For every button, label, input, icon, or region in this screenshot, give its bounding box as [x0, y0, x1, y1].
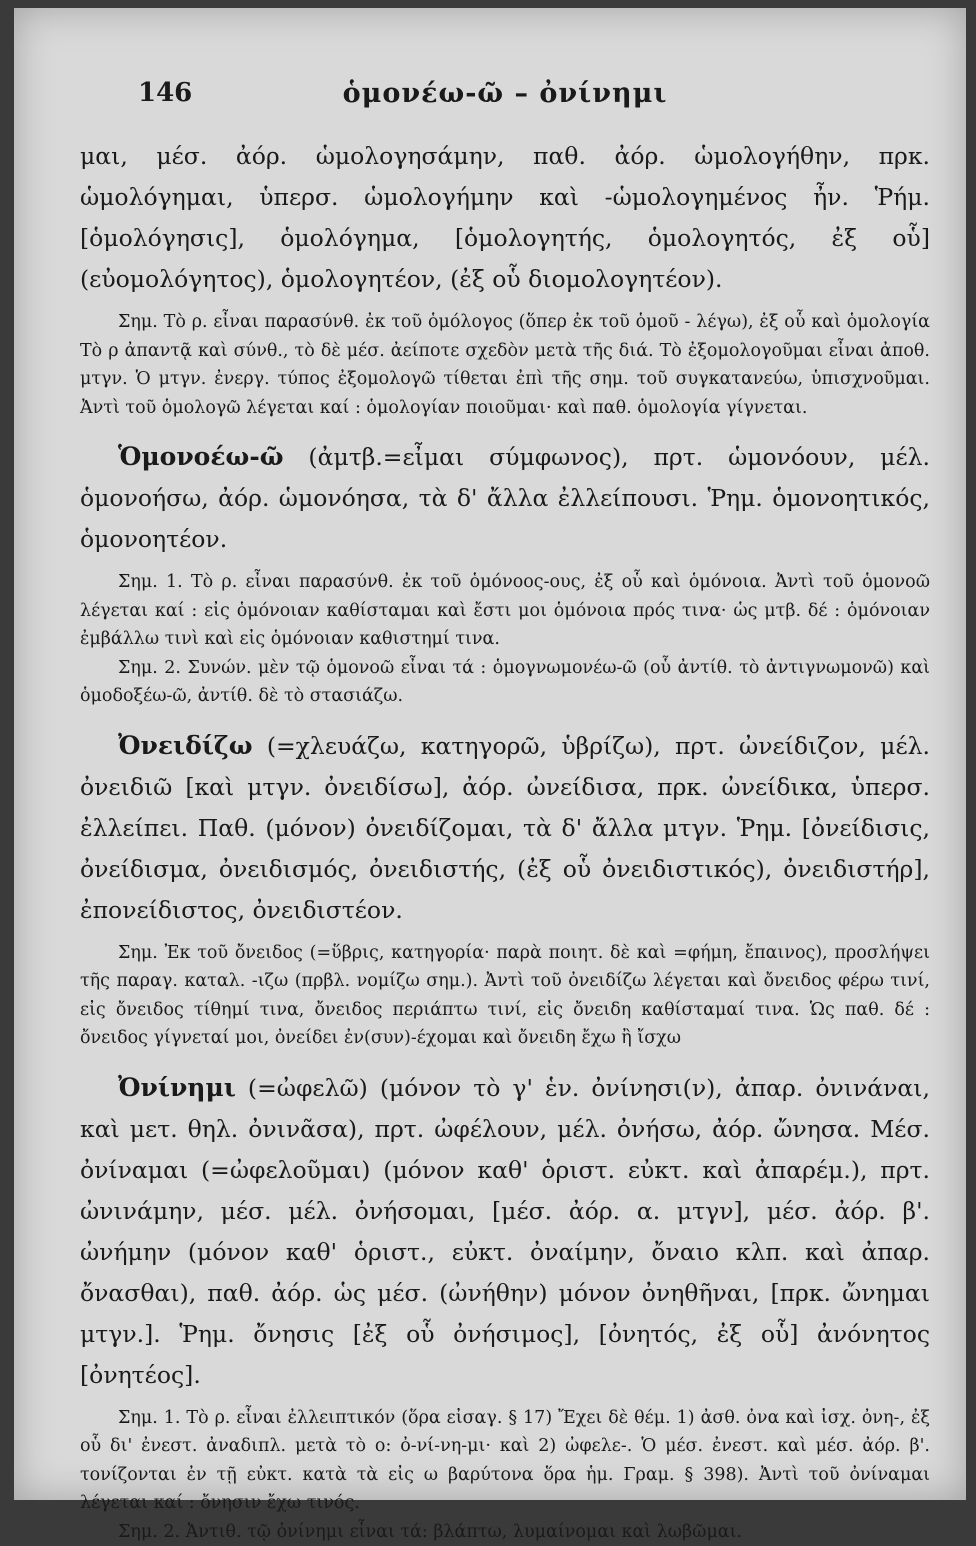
- note-block: [80, 939, 930, 1053]
- page-header: [80, 78, 930, 118]
- page-number: 146: [138, 78, 192, 108]
- entry-text: μαι, μέσ. ἀόρ. ὡμολογησάμην, παθ. ἀόρ. ὡμολογήθην, πρκ. ὡμολόγημαι, ὑπερσ. ὡμολογήμην καὶ -ὡμολογημένος ἦν. Ῥήμ. [ὁμολόγησις], ὁμολόγημα, [ὁμολογητής, ὁμολογητός, ἐξ οὗ] (εὐομολόγητος), ὁμολογητέον, (ἐξ οὗ διομολογητέον).: [80, 142, 930, 293]
- entry-oninemi: [80, 1067, 930, 1396]
- entry-headword: Ὀνίνημι: [118, 1073, 236, 1102]
- entry-continuation: [80, 136, 930, 300]
- entry-omonoeo: [80, 436, 930, 560]
- note-text: Σημ. 1. Τὸ ρ. εἶναι παρασύνθ. ἐκ τοῦ ὁμόνοος-ους, ἐξ οὗ καὶ ὁμόνοια. Ἀντὶ τοῦ ὁμονοῶ λέγεται καί : εἰς ὁμόνοιαν καθίσταμαι καὶ ἔστι μοι ὁμόνοια πρός τινα· ὡς μτβ. δέ : ὁμόνοιαν ἐμβάλλω τινὶ καὶ εἰς ὁμόνοιαν καθιστημί τινα.: [80, 572, 930, 649]
- entry-text: (=ὠφελῶ) (μόνον τὸ γ' ἑν. ὀνίνησι(ν), ἀπαρ. ὀνινάναι, καὶ μετ. θηλ. ὀνινᾶσα), πρτ. ὠφέλουν, μέλ. ὀνήσω, ἀόρ. ὤνησα. Μέσ. ὀνίναμαι (=ὠφελοῦμαι) (μόνον καθ' ὁριστ. εὐκτ. καὶ ἀπαρέμ.), πρτ. ὠνινάμην, μέσ. μέλ. ὀνήσομαι, [μέσ. ἀόρ. α. μτγν], μέσ. ἀόρ. β'. ὠνήμην (μόνον καθ' ὁριστ., εὐκτ. ὀναίμην, ὄναιο κλπ. καὶ ἀπαρ. ὄνασθαι), παθ. ἀόρ. ὡς μέσ. (ὠνήθην) μόνον ὀνηθῆναι, [πρκ. ὤνημαι μτγν.]. Ῥημ. ὄνησις [ἐξ οὗ ὀνήσιμος], [ὀνητός, ἐξ οὗ] ἀνόνητος [ὀνητέος].: [80, 1074, 930, 1389]
- note-text: Σημ. Τὸ ρ. εἶναι παρασύνθ. ἐκ τοῦ ὁμόλογος (ὅπερ ἐκ τοῦ ὁμοῦ - λέγω), ἐξ οὗ καὶ ὁμολογία Τὸ ρ ἀπαντᾷ καὶ σύνθ., τὸ δὲ μέσ. ἀείποτε σχεδὸν μετὰ τῆς διά. Τὸ ἐξομολογοῦμαι εἶναι ἀποθ. μτγν. Ὁ μτγν. ἐνεργ. τύπος ἐξομολογῶ τίθεται ἐπὶ τῆς σημ. τοῦ συγκατανεύω, ὑπισχνοῦμαι. Ἀντὶ τοῦ ὁμολογῶ λέγεται καί : ὁμολογίαν ποιοῦμαι· καὶ παθ. ὁμολογία γίγνεται.: [80, 312, 930, 418]
- entry-oneidizo: [80, 725, 930, 931]
- note-text: Σημ. Ἐκ τοῦ ὄνειδος (=ὕβρις, κατηγορία· παρὰ ποιητ. δὲ καὶ =φήμη, ἔπαινος), προσλήψει τῆς παραγ. καταλ. -ιζω (πρβλ. νομίζω σημ.). Ἀντὶ τοῦ ὀνειδίζω λέγεται καὶ ὄνειδος φέρω τινί, εἰς ὄνειδος τίθημί τινα, ὄνειδος περιάπτω τινί, εἰς ὄνειδη καθίσταμαί τινα. Ὡς παθ. δέ : ὄνειδος γίγνεταί μοι, ὀνείδει ἐν(συν)-έχομαι καὶ ὄνειδη ἔχω ἢ ἴσχω: [80, 943, 930, 1049]
- book-page: [14, 8, 966, 1500]
- entry-text: (=χλευάζω, κατηγορῶ, ὑβρίζω), πρτ. ὠνείδιζον, μέλ. ὀνειδιῶ [καὶ μτγν. ὀνειδίσω], ἀόρ. ὠνείδισα, πρκ. ὠνείδικα, ὑπερσ. ἐλλείπει. Παθ. (μόνον) ὀνειδίζομαι, τὰ δ' ἄλλα μτγν. Ῥημ. [ὀνείδισις, ὀνείδισμα, ὀνειδισμός, ὀνειδιστής, (ἐξ οὗ ὀνειδιστικός), ὀνειδιστήρ], ἐπονείδιστος, ὀνειδιστέον.: [80, 732, 930, 924]
- note-block: [80, 568, 930, 654]
- note-text: Σημ. 2. Ἀντιθ. τῷ ὀνίνημι εἶναι τά: βλάπτω, λυμαίνομαι καὶ λωβῶμαι.: [118, 1522, 742, 1542]
- note-text: Σημ. 1. Τὸ ρ. εἶναι ἐλλειπτικόν (ὅρα εἰσαγ. § 17) Ἔχει δὲ θέμ. 1) ἀσθ. ὀνα καὶ ἰσχ. ὀνη-, ἐξ οὗ δι' ἐνεστ. ἀναδιπλ. μετὰ τὸ ο: ὀ-νί-νη-μι· καὶ 2) ὠφελε-. Ὁ μέσ. ἐνεστ. καὶ μέσ. ἀόρ. β'. τονίζονται ἐν τῇ εὐκτ. κατὰ τὰ εἰς ω βαρύτονα ὅρα ἡμ. Γραμ. § 398). Ἀντὶ τοῦ ὀνίναμαι λέγεται καί : ὄνησιν ἔχω τινός.: [80, 1408, 930, 1514]
- note-text: Σημ. 2. Συνών. μὲν τῷ ὁμονοῶ εἶναι τά : ὁμογνωμονέω-ῶ (οὗ ἀντίθ. τὸ ἀντιγνωμονῶ) καὶ ὁμοδοξέω-ῶ, ἀντίθ. δὲ τὸ στασιάζω.: [80, 658, 930, 707]
- dictionary-entries: [80, 136, 930, 1546]
- note-block: [80, 1404, 930, 1518]
- entry-headword: Ὀνειδίζω: [118, 731, 253, 760]
- note-block: [80, 654, 930, 711]
- running-head: ὁμονέω-ῶ – ὀνίνημι: [80, 78, 930, 109]
- note-block: [80, 1518, 930, 1546]
- note-block: [80, 308, 930, 422]
- entry-text: (ἀμτβ.=εἶμαι σύμφωνος), πρτ. ὡμονόουν, μέλ. ὁμονοήσω, ἀόρ. ὡμονόησα, τὰ δ' ἄλλα ἐλλείπουσι. Ῥημ. ὁμονοητικός, ὁμονοητέον.: [80, 443, 930, 553]
- entry-headword: Ὁμονοέω-ῶ: [118, 442, 284, 471]
